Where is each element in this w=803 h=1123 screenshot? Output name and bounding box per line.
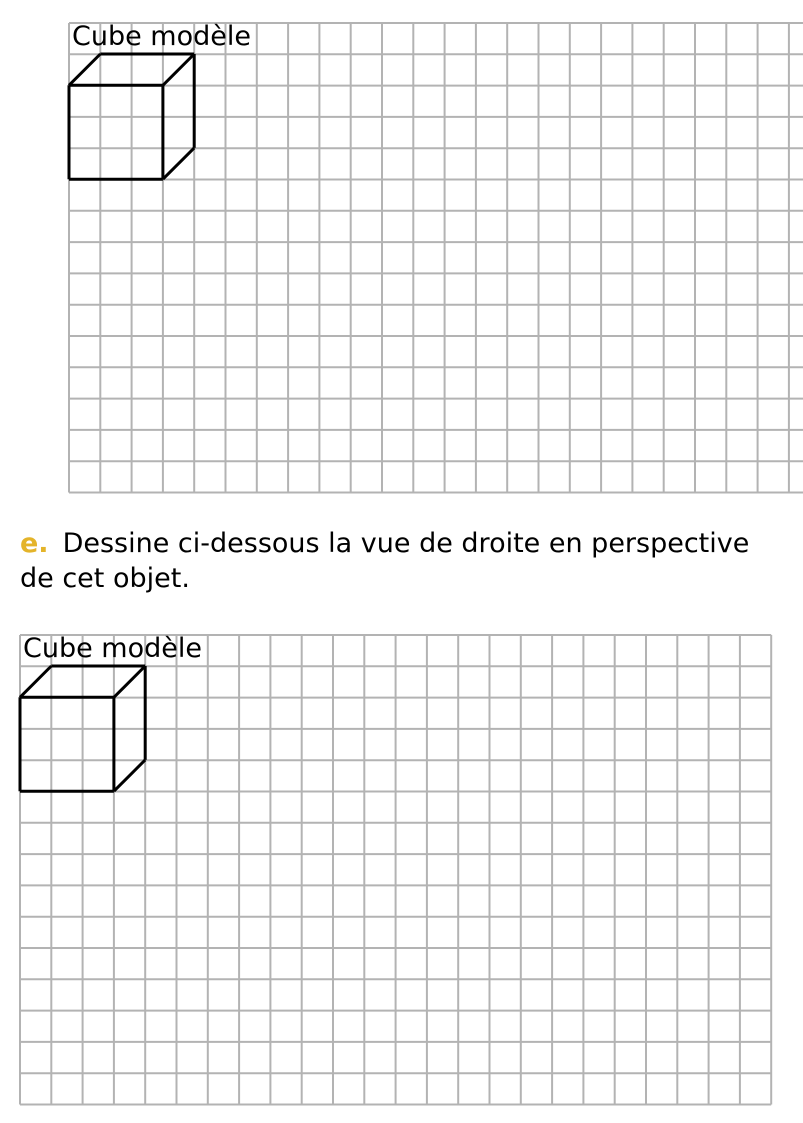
cube-edge: [114, 666, 145, 697]
cube-edge: [20, 666, 51, 697]
cube-edge: [114, 760, 145, 791]
grid-lines: [20, 635, 771, 1105]
exercise-letter: e.: [20, 528, 49, 559]
grid-label: Cube modèle: [23, 633, 202, 664]
grid-label: Cube modèle: [72, 21, 251, 52]
exercise-text: Dessine ci-dessous la vue de droite en perspective de cet objet.: [20, 528, 750, 594]
